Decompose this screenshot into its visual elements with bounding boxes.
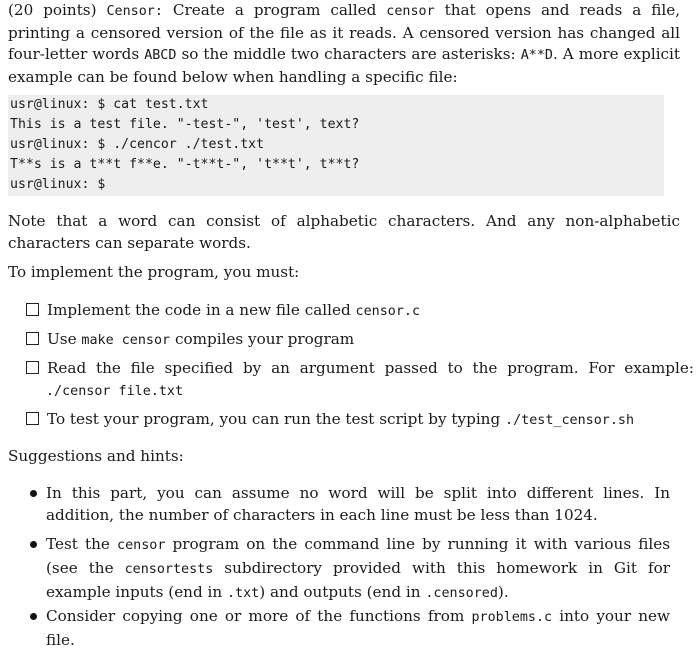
code-line: usr@linux: $ cat test.txt [10, 97, 209, 112]
hint-text-part: Consider copying one or more of the functions from [46, 607, 465, 625]
code-line: This is a test file. "-test-", 'test', text? [10, 117, 360, 132]
task-text: Use [47, 330, 77, 348]
task-item [26, 357, 694, 403]
task-code: censor.c [355, 304, 421, 319]
bullet-icon [30, 541, 37, 548]
hint-text-part: ) and outputs (end in [259, 583, 421, 601]
intro-text-3: so the middle two characters are asterisks: [181, 45, 516, 63]
task-item [26, 299, 674, 323]
masked-word: A**D [520, 48, 553, 63]
hint-text [46, 605, 670, 651]
hint-code: censor [117, 538, 166, 553]
hint-item [30, 482, 670, 526]
note-paragraph: Note that a word can consist of alphabetic characters. And any non-alphabetic characters can separate words. [8, 212, 680, 252]
hint-item [30, 533, 670, 605]
task-text: To test your program, you can run the test script by typing [47, 410, 501, 428]
hint-text: In this part, you can assume no word will be split into different lines. In addition, the number of characters in each line must be less than 1024. [46, 484, 670, 524]
hint-code: .censored [425, 586, 498, 601]
intro-text-1: Create a program called [172, 1, 377, 19]
hint-text-part: Test the [46, 535, 110, 553]
task-item [26, 328, 674, 352]
bullet-icon [30, 613, 37, 620]
example-word: ABCD [144, 48, 177, 63]
hint-text-part: program on the command line by running it with various files (see the [46, 535, 671, 577]
task-code: make censor [81, 333, 171, 348]
hints-heading: Suggestions and hints: [8, 447, 184, 465]
checkbox-icon [26, 361, 39, 374]
hint-text [46, 533, 670, 605]
hint-text-part: ). [497, 583, 509, 601]
part-title: Censor: [106, 4, 163, 19]
task-code: ./censor file.txt [46, 384, 184, 399]
hint-item [30, 605, 670, 651]
task-text: compiles your program [174, 330, 355, 348]
checkbox-icon [26, 332, 39, 345]
hint-text-part: subdirectory provided with this homework in Git for example inputs (end in [46, 559, 671, 601]
hint-text-part: into your new file. [46, 607, 671, 649]
program-name: censor [386, 4, 435, 19]
task-text: Implement the code in a new file called [47, 301, 351, 319]
intro-text-4: . A more explicit example can be found below when handling a specific file: [8, 45, 681, 86]
intro-text-2: that opens and reads a file, printing a censored version of the file as it reads. A censored version has changed all four-letter words [8, 1, 681, 63]
hint-code: problems.c [471, 610, 553, 625]
code-line: T**s is a t**t f**e. "-t**t-", 't**t', t**t? [10, 157, 360, 172]
checkbox-icon [26, 303, 39, 316]
hint-code: .txt [226, 586, 260, 601]
task-code: ./test_censor.sh [505, 413, 635, 428]
code-line: usr@linux: $ [10, 177, 106, 192]
checkbox-icon [26, 412, 39, 425]
task-item [26, 408, 674, 432]
code-block [8, 95, 664, 196]
task-text: Read the file specified by an argument passed to the program. For example: [47, 359, 694, 377]
intro-paragraph [8, 0, 680, 88]
points-label: (20 points) [8, 1, 97, 19]
implement-heading: To implement the program, you must: [8, 263, 300, 281]
bullet-icon [30, 490, 37, 497]
hint-code: censortests [124, 562, 214, 577]
code-line: usr@linux: $ ./cencor ./test.txt [10, 137, 265, 152]
